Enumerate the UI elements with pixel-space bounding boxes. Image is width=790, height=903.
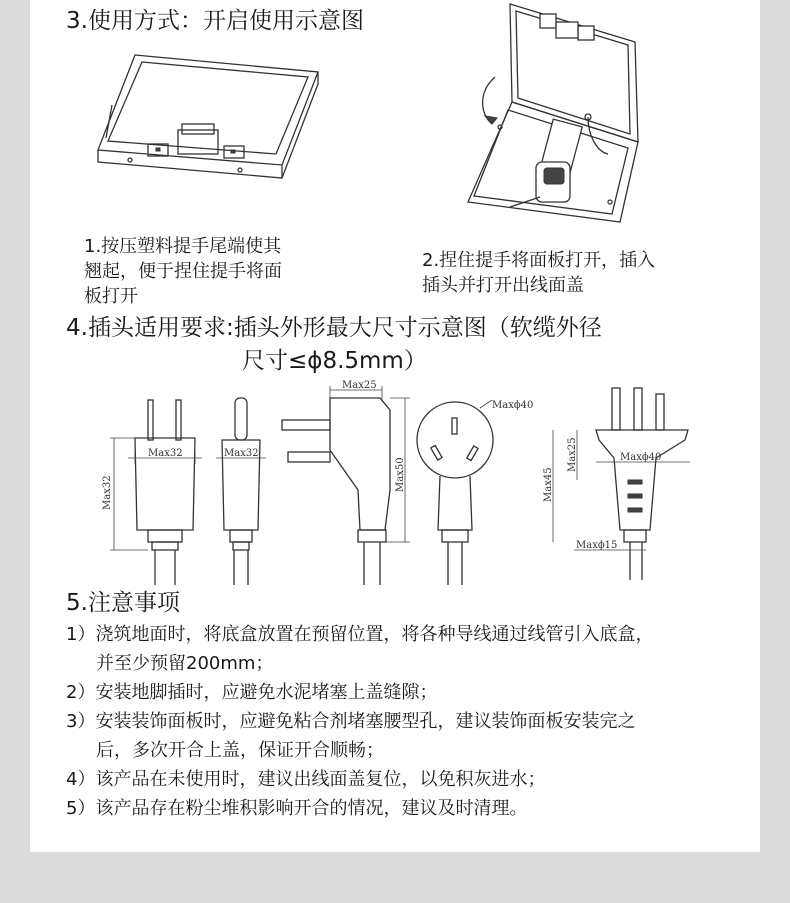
section3-title: 3.使用方式：开启使用示意图: [66, 8, 364, 34]
dim-label: Maxϕ15: [576, 540, 618, 551]
caption-step-1: 1.按压塑料提手尾端使其 翘起，便于捏住提手将面 板打开: [84, 236, 282, 307]
plug-two-pin-front: [102, 400, 202, 585]
note-item-continued: 后，多次开合上盖，保证开合顺畅；: [96, 740, 384, 761]
dim-label: Max32: [224, 448, 259, 459]
section4-title-line2: 尺寸≤ϕ8.5mm）: [242, 348, 427, 374]
section5-title: 5.注意事项: [66, 590, 180, 616]
dim-label: Max32: [102, 475, 113, 510]
dim-label: Max50: [395, 457, 406, 492]
plug-three-pin-side: [543, 388, 690, 580]
note-item-continued: 并至少预留200mm；: [96, 653, 274, 674]
open-box-illustration: [470, 2, 650, 227]
note-item: 3）安装装饰面板时，应避免粘合剂堵塞腰型孔，建议装饰面板安装完之: [66, 711, 636, 732]
dim-label: Max25: [342, 380, 377, 391]
note-item: 2）安装地脚插时，应避免水泥堵塞上盖缝隙；: [66, 682, 438, 703]
dim-label: Max25: [567, 437, 578, 472]
plug-three-pin-angled: [282, 380, 410, 585]
plug-dimension-diagrams: [100, 380, 700, 585]
note-item: 5）该产品存在粉尘堆积影响开合的情况，建议及时清理。: [66, 798, 528, 819]
closed-box-illustration: [90, 50, 325, 190]
dim-label: Max32: [148, 448, 183, 459]
plug-two-pin-side: [216, 398, 266, 585]
section4-title-line1: 4.插头适用要求:插头外形最大尺寸示意图（软缆外径: [66, 315, 602, 341]
note-item: 4）该产品在未使用时，建议出线面盖复位，以免积灰进水；: [66, 769, 546, 790]
dim-label: Maxϕ40: [620, 452, 662, 463]
caption-step-2: 2.捏住提手将面板打开，插入 插头并打开出线面盖: [422, 250, 656, 296]
dim-label: Maxϕ40: [492, 400, 534, 411]
dim-label: Max45: [543, 467, 554, 502]
note-item: 1）浇筑地面时，将底盒放置在预留位置，将各种导线通过线管引入底盒，: [66, 624, 654, 645]
plug-three-pin-round: [417, 400, 533, 585]
